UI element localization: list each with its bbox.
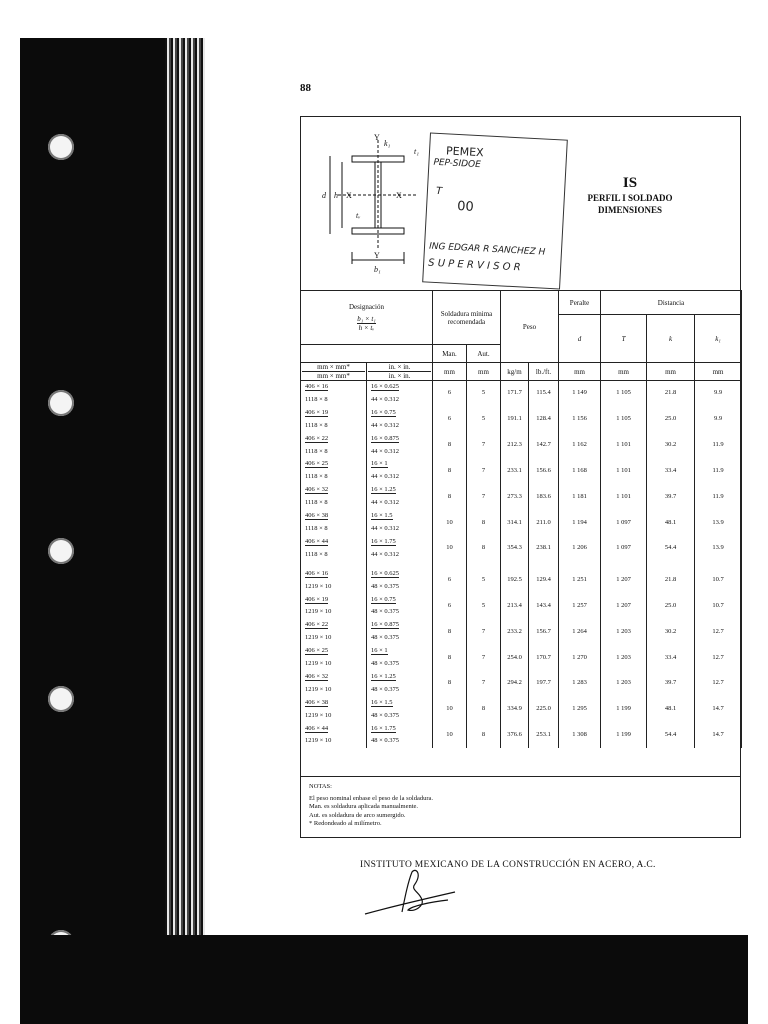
stamp-field-value: 00 xyxy=(456,199,475,215)
cell-imperial-web: 44 × 0.312 xyxy=(367,446,433,459)
stamp-role: S U P E R V I S O R xyxy=(427,257,521,274)
cell-text: 16 × 1.5 xyxy=(371,698,393,706)
cell-d: 1 162 xyxy=(559,433,601,459)
cell-t: 1 097 xyxy=(601,536,647,562)
cell-k1: 12.7 xyxy=(695,645,742,671)
unit-imperial xyxy=(367,363,433,381)
cell-d: 1 181 xyxy=(559,484,601,510)
cell-kgm: 191.1 xyxy=(501,407,529,433)
cell-man: 8 xyxy=(433,619,467,645)
binder-ring xyxy=(48,134,74,160)
cell-t: 1 101 xyxy=(601,433,647,459)
cell-imperial-web: 48 × 0.375 xyxy=(367,581,433,594)
stamp-name: ING EDGAR R SANCHEZ H xyxy=(428,241,546,258)
cell-imperial-web: 48 × 0.375 xyxy=(367,606,433,619)
handwritten-signature xyxy=(360,862,460,922)
header-designacion-spacer xyxy=(301,345,433,363)
unit-imperial-2: in. × in. xyxy=(388,372,411,380)
cell-text: 406 × 32 xyxy=(305,672,329,680)
header-man: Man. xyxy=(433,345,467,363)
cell-imperial-flange xyxy=(367,433,433,446)
cell-imperial-flange xyxy=(367,484,433,497)
cell-metric-flange xyxy=(301,697,367,710)
cell-t: 1 203 xyxy=(601,645,647,671)
cell-imperial-web: 48 × 0.375 xyxy=(367,658,433,671)
cell-text: 406 × 38 xyxy=(305,698,329,706)
cell-imperial-flange xyxy=(367,381,433,394)
cell-k1: 14.7 xyxy=(695,697,742,723)
cell-man: 8 xyxy=(433,433,467,459)
header-peralte: Peralte xyxy=(559,291,601,315)
cell-text: 16 × 1 xyxy=(371,647,388,655)
cell-t: 1 101 xyxy=(601,458,647,484)
cell-imperial-web: 44 × 0.312 xyxy=(367,394,433,407)
cell-aut: 7 xyxy=(467,484,501,510)
table-row xyxy=(301,407,742,420)
cell-imperial-flange xyxy=(367,407,433,420)
cell-man: 6 xyxy=(433,381,467,407)
cell-metric-web: 1118 × 8 xyxy=(301,549,367,562)
cell-k: 39.7 xyxy=(647,671,695,697)
binder-ring xyxy=(48,686,74,712)
cell-imperial-web: 44 × 0.312 xyxy=(367,497,433,510)
cell-lbft: 183.6 xyxy=(529,484,559,510)
cell-k1: 11.9 xyxy=(695,484,742,510)
page-number: 88 xyxy=(300,82,311,94)
cell-kgm: 192.5 xyxy=(501,568,529,594)
cell-k1: 11.9 xyxy=(695,433,742,459)
cell-metric-flange xyxy=(301,536,367,549)
cell-imperial-web: 44 × 0.312 xyxy=(367,523,433,536)
cell-kgm: 212.3 xyxy=(501,433,529,459)
binder-background xyxy=(20,38,185,1024)
bottom-shadow xyxy=(20,935,748,1024)
table-row xyxy=(301,723,742,736)
unit-k1: mm xyxy=(695,363,742,381)
cell-text: 406 × 44 xyxy=(305,724,329,732)
cell-text: 16 × 1.5 xyxy=(371,512,393,520)
diagram-label-y-bottom: Y xyxy=(374,251,380,260)
header-designacion xyxy=(301,291,433,345)
cell-text: 406 × 25 xyxy=(305,647,329,655)
cell-aut: 5 xyxy=(467,568,501,594)
cell-t: 1 203 xyxy=(601,671,647,697)
cell-man: 6 xyxy=(433,594,467,620)
cell-kgm: 213.4 xyxy=(501,594,529,620)
diagram-label-k1: k₁ xyxy=(384,139,391,148)
cell-d: 1 295 xyxy=(559,697,601,723)
cell-kgm: 314.1 xyxy=(501,510,529,536)
cell-man: 10 xyxy=(433,723,467,749)
cell-text: 16 × 0.625 xyxy=(371,569,400,577)
cell-aut: 8 xyxy=(467,723,501,749)
cell-text: 406 × 38 xyxy=(305,512,329,520)
cell-k: 21.8 xyxy=(647,381,695,407)
cell-kgm: 254.0 xyxy=(501,645,529,671)
table-row xyxy=(301,671,742,684)
cell-metric-web: 1118 × 8 xyxy=(301,420,367,433)
cell-lbft: 115.4 xyxy=(529,381,559,407)
unit-t: mm xyxy=(601,363,647,381)
cell-k: 39.7 xyxy=(647,484,695,510)
cell-metric-flange xyxy=(301,458,367,471)
cell-lbft: 128.4 xyxy=(529,407,559,433)
cell-aut: 8 xyxy=(467,536,501,562)
cell-metric-flange xyxy=(301,671,367,684)
cell-d: 1 156 xyxy=(559,407,601,433)
cell-t: 1 097 xyxy=(601,510,647,536)
cell-man: 8 xyxy=(433,671,467,697)
stamp-field-t: T xyxy=(435,185,443,198)
cell-metric-web: 1219 × 10 xyxy=(301,606,367,619)
cell-k1: 12.7 xyxy=(695,671,742,697)
table-row xyxy=(301,433,742,446)
cell-aut: 8 xyxy=(467,697,501,723)
title-main: IS xyxy=(622,175,638,191)
notes-line: * Redondeado al milímetro. xyxy=(309,820,382,828)
footer-institution: INSTITUTO MEXICANO DE LA CONSTRUCCIÓN EN ACERO, A.C. xyxy=(360,860,656,870)
cell-text: 16 × 1.25 xyxy=(371,672,396,680)
cell-text: 406 × 19 xyxy=(305,408,329,416)
cell-kgm: 334.9 xyxy=(501,697,529,723)
cell-imperial-flange xyxy=(367,594,433,607)
cell-t: 1 207 xyxy=(601,594,647,620)
cell-d: 1 149 xyxy=(559,381,601,407)
cell-man: 6 xyxy=(433,407,467,433)
cell-kgm: 171.7 xyxy=(501,381,529,407)
cell-k1: 14.7 xyxy=(695,723,742,749)
cell-text: 406 × 44 xyxy=(305,537,329,545)
header-designacion-formula1: b₁ × t₁ xyxy=(357,315,376,323)
cell-metric-flange xyxy=(301,381,367,394)
binder-ring xyxy=(48,538,74,564)
cell-metric-web: 1219 × 10 xyxy=(301,658,367,671)
cell-text: 406 × 22 xyxy=(305,434,329,442)
cell-k: 21.8 xyxy=(647,568,695,594)
cell-kgm: 233.1 xyxy=(501,458,529,484)
table-row xyxy=(301,484,742,497)
cell-k1: 10.7 xyxy=(695,568,742,594)
cell-text: 406 × 19 xyxy=(305,595,329,603)
cell-k1: 9.9 xyxy=(695,381,742,407)
cell-k: 30.2 xyxy=(647,619,695,645)
unit-lbft: lb./ft. xyxy=(529,363,559,381)
cell-text: 16 × 1 xyxy=(371,460,388,468)
table-row xyxy=(301,381,742,394)
table-row xyxy=(301,536,742,549)
notes-line: Man. es soldadura aplicada manualmente. xyxy=(309,803,419,811)
header-dist-k: k xyxy=(647,315,695,363)
cell-aut: 5 xyxy=(467,407,501,433)
unit-k: mm xyxy=(647,363,695,381)
cell-metric-flange xyxy=(301,568,367,581)
cell-imperial-flange xyxy=(367,510,433,523)
cell-d: 1 308 xyxy=(559,723,601,749)
cell-k: 54.4 xyxy=(647,536,695,562)
cell-imperial-flange xyxy=(367,697,433,710)
cell-t: 1 199 xyxy=(601,723,647,749)
cell-aut: 5 xyxy=(467,381,501,407)
diagram-label-y-top: Y xyxy=(374,133,380,142)
table-row xyxy=(301,594,742,607)
cell-metric-web: 1219 × 10 xyxy=(301,735,367,748)
cell-lbft: 156.6 xyxy=(529,458,559,484)
table-row xyxy=(301,619,742,632)
table-row xyxy=(301,697,742,710)
cell-imperial-web: 44 × 0.312 xyxy=(367,471,433,484)
cell-imperial-web: 48 × 0.375 xyxy=(367,632,433,645)
cell-kgm: 273.3 xyxy=(501,484,529,510)
cell-kgm: 294.2 xyxy=(501,671,529,697)
header-designacion-label: Designación xyxy=(349,303,384,311)
cell-t: 1 105 xyxy=(601,381,647,407)
cell-k1: 10.7 xyxy=(695,594,742,620)
cell-t: 1 199 xyxy=(601,697,647,723)
cell-metric-web: 1118 × 8 xyxy=(301,523,367,536)
cell-t: 1 203 xyxy=(601,619,647,645)
table-row xyxy=(301,645,742,658)
cell-metric-flange xyxy=(301,433,367,446)
cell-metric-flange xyxy=(301,619,367,632)
cell-imperial-flange xyxy=(367,536,433,549)
cell-text: 16 × 0.875 xyxy=(371,621,400,629)
table-row xyxy=(301,568,742,581)
cell-text: 16 × 1.25 xyxy=(371,486,396,494)
cell-metric-flange xyxy=(301,407,367,420)
cell-aut: 8 xyxy=(467,510,501,536)
cell-text: 406 × 25 xyxy=(305,460,329,468)
diagram-label-h: h xyxy=(334,191,338,200)
cell-text: 16 × 0.75 xyxy=(371,408,396,416)
cell-man: 8 xyxy=(433,645,467,671)
cell-k: 33.4 xyxy=(647,458,695,484)
cell-lbft: 129.4 xyxy=(529,568,559,594)
unit-aut: mm xyxy=(467,363,501,381)
unit-metric-2: mm × mm* xyxy=(317,372,350,380)
cell-kgm: 354.3 xyxy=(501,536,529,562)
cell-text: 406 × 16 xyxy=(305,383,329,390)
cell-k: 25.0 xyxy=(647,407,695,433)
unit-kgm: kg/m xyxy=(501,363,529,381)
cell-lbft: 143.4 xyxy=(529,594,559,620)
cell-text: 16 × 1.75 xyxy=(371,724,396,732)
cell-aut: 7 xyxy=(467,671,501,697)
header-distancia: Distancia xyxy=(601,291,742,315)
cell-metric-web: 1118 × 8 xyxy=(301,394,367,407)
cell-text: 406 × 16 xyxy=(305,569,329,577)
cell-man: 6 xyxy=(433,568,467,594)
cell-lbft: 142.7 xyxy=(529,433,559,459)
cell-imperial-flange xyxy=(367,723,433,736)
cell-imperial-flange xyxy=(367,645,433,658)
cell-lbft: 170.7 xyxy=(529,645,559,671)
stamp-company: PEMEX xyxy=(445,144,484,160)
cell-t: 1 101 xyxy=(601,484,647,510)
cell-d: 1 257 xyxy=(559,594,601,620)
cell-metric-flange xyxy=(301,484,367,497)
dimensions-table xyxy=(300,290,742,748)
cell-imperial-web: 48 × 0.375 xyxy=(367,735,433,748)
cell-t: 1 105 xyxy=(601,407,647,433)
cell-k1: 11.9 xyxy=(695,458,742,484)
diagram-label-tf: t₁ xyxy=(414,147,420,156)
cell-t: 1 207 xyxy=(601,568,647,594)
cell-kgm: 233.2 xyxy=(501,619,529,645)
cell-aut: 7 xyxy=(467,433,501,459)
header-designacion-formula2: h × tᵥ xyxy=(358,324,375,332)
cell-aut: 7 xyxy=(467,458,501,484)
header-aut: Aut. xyxy=(467,345,501,363)
cell-d: 1 283 xyxy=(559,671,601,697)
notes-line: El peso nominal enbase el peso de la soldadura. xyxy=(309,794,434,802)
cell-d: 1 194 xyxy=(559,510,601,536)
diagram-label-tw: tᵥ xyxy=(356,211,361,220)
cell-imperial-flange xyxy=(367,458,433,471)
binder-ring xyxy=(48,390,74,416)
supervisor-stamp xyxy=(422,132,568,289)
cell-metric-flange xyxy=(301,510,367,523)
diagram-label-x-left: X xyxy=(346,191,352,200)
cell-text: 16 × 0.875 xyxy=(371,434,400,442)
cell-text: 16 × 0.75 xyxy=(371,595,396,603)
cell-metric-flange xyxy=(301,723,367,736)
cell-lbft: 156.7 xyxy=(529,619,559,645)
cell-metric-web: 1219 × 10 xyxy=(301,632,367,645)
table-body xyxy=(301,381,742,749)
header-dist-t: T xyxy=(601,315,647,363)
title-line2: DIMENSIONES xyxy=(597,205,662,215)
cell-man: 8 xyxy=(433,458,467,484)
cell-k: 48.1 xyxy=(647,697,695,723)
cell-metric-flange xyxy=(301,645,367,658)
cell-d: 1 270 xyxy=(559,645,601,671)
cell-lbft: 238.1 xyxy=(529,536,559,562)
table-row xyxy=(301,458,742,471)
cell-imperial-web: 48 × 0.375 xyxy=(367,684,433,697)
cell-k1: 13.9 xyxy=(695,536,742,562)
table-row xyxy=(301,510,742,523)
notes-box xyxy=(300,776,741,838)
stamp-company-sub: PEP-SIDOE xyxy=(433,157,482,171)
cell-man: 10 xyxy=(433,697,467,723)
unit-metric-1: mm × mm* xyxy=(302,363,365,372)
cell-metric-web: 1219 × 10 xyxy=(301,581,367,594)
cell-metric-web: 1118 × 8 xyxy=(301,471,367,484)
cell-text: 406 × 22 xyxy=(305,621,329,629)
cell-aut: 7 xyxy=(467,645,501,671)
cell-d: 1 251 xyxy=(559,568,601,594)
cell-aut: 5 xyxy=(467,594,501,620)
unit-metric xyxy=(301,363,367,381)
cell-k: 30.2 xyxy=(647,433,695,459)
notes-line: Aut. es soldadura de arco sumergido. xyxy=(309,811,406,819)
cell-lbft: 225.0 xyxy=(529,697,559,723)
cell-lbft: 211.0 xyxy=(529,510,559,536)
diagram-label-x-right: X xyxy=(396,191,402,200)
cell-lbft: 253.1 xyxy=(529,723,559,749)
cell-man: 10 xyxy=(433,510,467,536)
diagram-label-bf: b₁ xyxy=(374,265,381,274)
cell-man: 8 xyxy=(433,484,467,510)
cell-k1: 12.7 xyxy=(695,619,742,645)
cell-man: 10 xyxy=(433,536,467,562)
cell-text: 406 × 32 xyxy=(305,486,329,494)
cell-d: 1 264 xyxy=(559,619,601,645)
cell-k1: 13.9 xyxy=(695,510,742,536)
header-peso: Peso xyxy=(501,291,559,363)
cell-imperial-web: 44 × 0.312 xyxy=(367,420,433,433)
cell-k: 54.4 xyxy=(647,723,695,749)
cell-lbft: 197.7 xyxy=(529,671,559,697)
header-soldadura: Soldadura mínima recomendada xyxy=(433,291,501,345)
unit-d: mm xyxy=(559,363,601,381)
title-line1: PERFIL I SOLDADO xyxy=(587,193,673,203)
cell-metric-web: 1219 × 10 xyxy=(301,710,367,723)
cell-imperial-web: 44 × 0.312 xyxy=(367,549,433,562)
cell-imperial-flange xyxy=(367,671,433,684)
cell-k: 33.4 xyxy=(647,645,695,671)
section-title xyxy=(580,175,680,216)
cell-kgm: 376.6 xyxy=(501,723,529,749)
cell-d: 1 168 xyxy=(559,458,601,484)
cell-k: 25.0 xyxy=(647,594,695,620)
cell-metric-web: 1118 × 8 xyxy=(301,446,367,459)
cell-metric-web: 1118 × 8 xyxy=(301,497,367,510)
cell-metric-web: 1219 × 10 xyxy=(301,684,367,697)
cell-k1: 9.9 xyxy=(695,407,742,433)
cell-metric-flange xyxy=(301,594,367,607)
header-dist-k1: k₁ xyxy=(695,315,742,363)
cell-text: 16 × 0.625 xyxy=(371,383,400,390)
cell-text: 16 × 1.75 xyxy=(371,537,396,545)
cell-k: 48.1 xyxy=(647,510,695,536)
header-peralte-d: d xyxy=(559,315,601,363)
cell-imperial-flange xyxy=(367,568,433,581)
cell-imperial-web: 48 × 0.375 xyxy=(367,710,433,723)
i-beam-diagram xyxy=(318,132,428,282)
cell-aut: 7 xyxy=(467,619,501,645)
notes-title: NOTAS: xyxy=(309,783,332,790)
cell-d: 1 206 xyxy=(559,536,601,562)
cell-imperial-flange xyxy=(367,619,433,632)
binder-spine xyxy=(165,38,205,938)
diagram-label-d: d xyxy=(322,191,326,200)
unit-man: mm xyxy=(433,363,467,381)
unit-imperial-1: in. × in. xyxy=(368,363,431,372)
